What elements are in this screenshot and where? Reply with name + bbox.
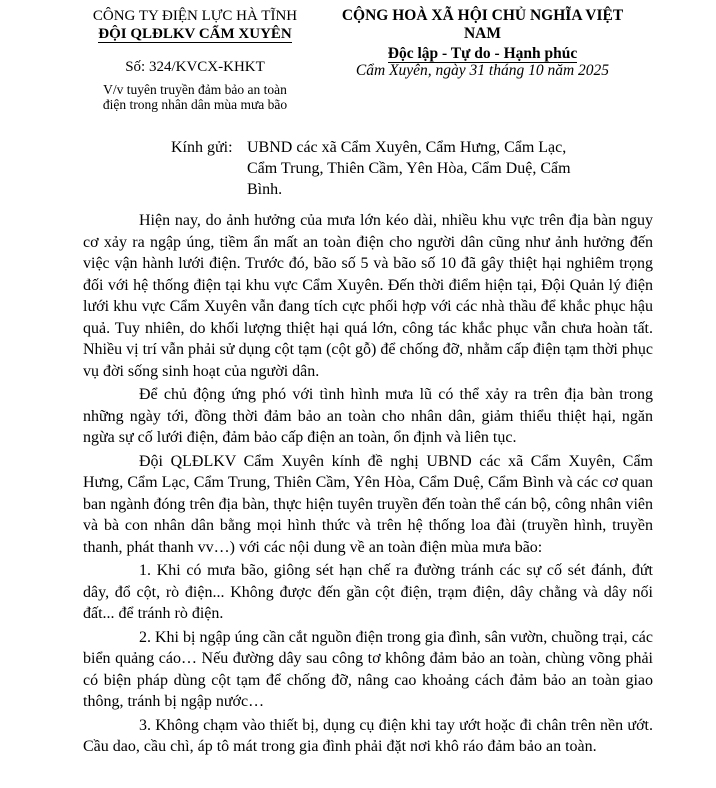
paragraph-purpose: Để chủ động ứng phó với tình hình mưa lũ có thể xảy ra trên địa bàn trong những ngày tới, đồng thời đảm bảo an toàn cho nhân dân, giảm thiểu thiệt hại, ngăn ngừa sự cố lưới điện, đảm bảo cấp điện an toàn, ổn định và liên tục. (83, 386, 653, 446)
motto-text: Độc lập - Tự do - Hạnh phúc (387, 45, 578, 62)
place-date: Cẩm Xuyên, ngày 31 tháng 10 năm 2025 (355, 62, 610, 79)
doc-subject-line1: V/v tuyên truyền đảm bảo an toàn (103, 82, 287, 97)
company-name: CÔNG TY ĐIỆN LỰC HÀ TĨNH (92, 8, 298, 24)
doc-number: Số: 324/KVCX-KHKT (125, 59, 265, 75)
header-left (70, 7, 320, 43)
doc-subject-line2: điện trong nhân dân mùa mưa bão (102, 97, 288, 112)
recipient-line1: UBND các xã Cẩm Xuyên, Cẩm Hưng, Cẩm Lạc, (247, 139, 567, 156)
paragraph-request: Đội QLĐLKV Cẩm Xuyên kính đề nghị UBND các xã Cẩm Xuyên, Cẩm Hưng, Cẩm Lạc, Cẩm Trung, Thiên Cầm, Yên Hòa, Cẩm Duệ, Cẩm Bình và các cơ quan ban ngành đóng trên địa bàn, thực hiện tuyên truyền đến toàn thể cán bộ, công nhân viên và bà con nhân dân bằng mọi hình thức và trên hệ thống loa đài (truyền hình, truyền thanh, phát thanh vv…) với các nội dung về an toàn điện mùa mưa bão: (83, 452, 653, 556)
nation-title: CỘNG HOÀ XÃ HỘI CHỦ NGHĨA VIỆT NAM (341, 7, 624, 42)
list-item: 2. Khi bị ngập úng cần cắt nguồn điện trong gia đình, sân vườn, chuồng trại, các biển quảng cáo… Nếu đường dây sau công tơ không đảm bảo an toàn, chùng võng phải có biện pháp dùng cột tạm để chống đỡ, nâng cao khoảng cách đảm bảo an toàn giao thông, tránh bị ngập nước… (83, 628, 653, 710)
recipient-line2: Cẩm Trung, Thiên Cầm, Yên Hòa, Cẩm Duệ, Cẩm (247, 160, 571, 177)
recipient-list (247, 137, 647, 200)
list-item: 3. Không chạm vào thiết bị, dụng cụ điện khi tay ướt hoặc đi chân trên nền ướt. Cầu dao, cầu chì, áp tô mát trong gia đình phải đặt nơi khô ráo đảm bảo an toàn. (83, 716, 653, 755)
recipient-label: Kính gửi: (171, 139, 233, 156)
header-right (325, 7, 640, 63)
recipient-line3: Bình. (247, 181, 283, 198)
document-body (83, 210, 653, 758)
paragraph-situation: Hiện nay, do ảnh hưởng của mưa lớn kéo dài, nhiều khu vực trên địa bàn nguy cơ xảy ra ngập úng, tiềm ẩn mất an toàn điện cho người dân cũng như ảnh hưởng đến việc vận hành lưới điện. Trước đó, bão số 5 và bão số 10 đã gây thiệt hại nghiêm trọng đối với hệ thống điện tại khu vực Cẩm Xuyên. Đến thời điểm hiện tại, Đội Quản lý điện lưới khu vực Cẩm Xuyên vẫn đang tích cực phối hợp với các nhà thầu để khắc phục hậu quả. Tuy nhiên, do khối lượng thiệt hại quá lớn, công tác khắc phục vẫn chưa hoàn tất. Nhiều vị trí vẫn phải sử dụng cột tạm (cột gỗ) để chống đỡ, nhằm cấp điện tạm thời phục vụ đời sống sinh hoạt của người dân. (83, 212, 653, 380)
motto (325, 45, 640, 63)
unit-name (70, 25, 320, 43)
doc-subject (70, 82, 320, 112)
unit-name-text: ĐỘI QLĐLKV CẨM XUYÊN (98, 26, 292, 42)
list-item: 1. Khi có mưa bão, giông sét hạn chế ra đường tránh các sự cố sét đánh, đứt dây, đổ cột, rò điện... Không được đến gần cột điện, trạm điện, dây chằng và dây nối đất... để tránh rò điện. (83, 562, 653, 622)
